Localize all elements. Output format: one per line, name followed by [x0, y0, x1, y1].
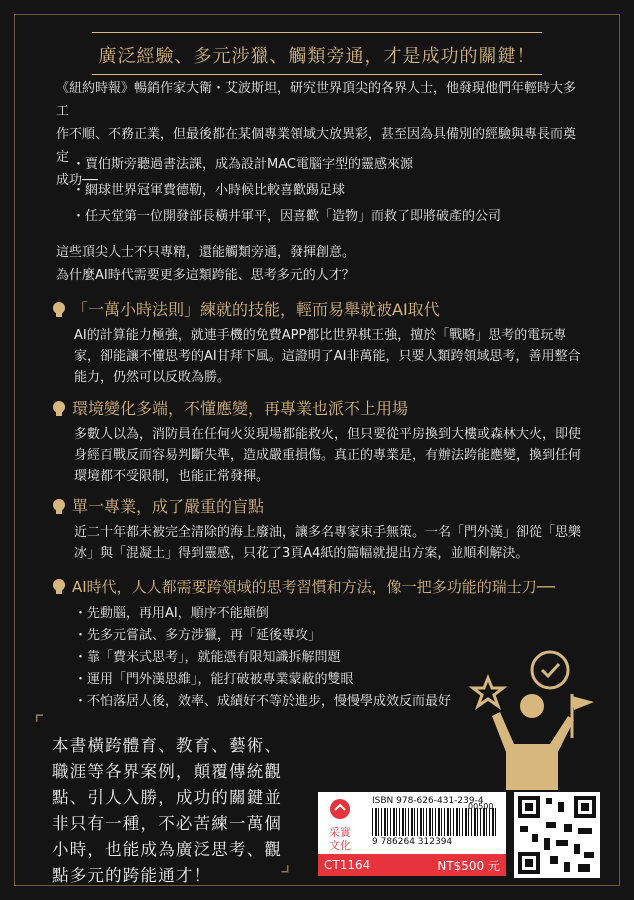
section-3 [52, 494, 598, 564]
headline-bottom-rule [92, 74, 542, 75]
section-body-line: 冰」與「混凝土」得到靈感，只花了3頁A4紙的篇幅就提出方案，並順利解決。 [74, 546, 529, 561]
section-title-text: 環境變化多端，不懂應變，再專業也派不上用場 [72, 399, 409, 418]
isbn-text: ISBN 978-626-431-239-4 [372, 796, 484, 806]
example-item: ・賈伯斯旁聽過書法課，成為設計MAC電腦字型的靈感來源 [72, 157, 413, 172]
promo-line: 小時，也能成為廣泛思考、觀 [52, 840, 283, 859]
promo-line: 非只有一種，不必苦練一萬個 [52, 814, 283, 833]
section-title [52, 297, 598, 323]
section-body [74, 424, 598, 487]
lightbulb-icon [52, 301, 66, 319]
section-title-text: 單一專業，成了嚴重的盲點 [72, 497, 265, 516]
price: NT$500 元 [437, 858, 500, 873]
question-line: 這些頂尖人士不只專精，還能觸類旁通，發揮創意。 [56, 245, 356, 260]
barcode-number: 9 786264 312394 [372, 837, 453, 847]
section-body-line: 能力，仍然可以反敗為勝。 [74, 370, 231, 385]
section-title [52, 396, 598, 422]
section-title [52, 574, 598, 600]
method-item: ・運用「門外漢思維」，能打破被專業蒙蔽的雙眼 [74, 672, 354, 687]
example-item: ・網球世界冠軍費德勒，小時候比較喜歡踢足球 [72, 183, 346, 198]
price-bar [318, 854, 506, 876]
section-body [74, 522, 598, 564]
publisher-name: 采實文化 [329, 826, 351, 852]
series-code: CT1164 [324, 858, 371, 872]
promo-line: 職涯等各界案例，顛覆傳統觀 [52, 762, 283, 781]
examples-list [72, 152, 594, 230]
corner-ornament-bottom-right: ⌟ [280, 852, 291, 877]
intro-line: 作不順、不務正業，但最後都在某個專業領域大放異彩，甚至因為具備別的經驗與專長而奠定 [56, 127, 577, 165]
lightbulb-icon [52, 498, 66, 516]
promo-text [52, 733, 304, 889]
section-body-line: 家，卻能讓不懂思考的AI甘拜下風。這證明了AI非萬能，只要人類跨領域思考，善用整合 [74, 349, 581, 364]
headline-top-rule [92, 32, 542, 33]
section-2 [52, 396, 598, 487]
methods-list [74, 603, 451, 713]
section-4 [52, 574, 598, 600]
question-paragraph [56, 241, 582, 287]
qr-code-icon [514, 792, 600, 878]
corner-ornament-top-left: ⌜ [34, 712, 45, 737]
section-body-line: AI的計算能力極強，就連手機的免費APP都比世界棋王強，擅於「戰略」思考的電玩專 [74, 328, 567, 343]
method-item: ・先動腦，再用AI，順序不能顛倒 [74, 606, 269, 621]
section-1 [52, 297, 598, 388]
example-item: ・任天堂第一位開發部長橫井軍平，因喜歡「造物」而救了即將破產的公司 [72, 209, 502, 224]
method-item: ・不怕落居人後，效率、成績好不等於進步，慢慢學成效反而最好 [74, 694, 452, 709]
lightbulb-icon [52, 578, 66, 596]
promo-line: 本書橫跨體育、教育、藝術、 [52, 736, 283, 755]
section-body-line: 身經百戰反而容易判斷失準，造成嚴重損傷。真正的專業是，有辦法跨能應變，換到任何 [74, 448, 582, 463]
question-line: 為什麼AI時代需要更多這類跨能、思考多元的人才？ [56, 268, 355, 283]
section-body [74, 325, 598, 388]
method-item: ・靠「費米式思考」，就能憑有限知識拆解問題 [74, 650, 341, 665]
intro-line: 《紐約時報》暢銷作家大衛・艾波斯坦，研究世界頂尖的各界人士，他發現他們年輕時大多工 [56, 81, 577, 119]
section-title-text: AI時代，人人都需要跨領域的思考習慣和方法，像一把多功能的瑞士刀── [72, 578, 555, 596]
section-body-line: 環境都不受限制，也能正常發揮。 [74, 469, 270, 484]
qr-code [514, 792, 600, 878]
publisher-logo-icon [329, 798, 351, 820]
intro-line: 成功── [56, 173, 98, 188]
lightbulb-icon [52, 400, 66, 418]
publisher-logo [322, 798, 358, 852]
section-body-line: 多數人以為，消防員在任何火災現場都能救火，但只要從平房換到大樓或森林大火，即使 [74, 427, 582, 442]
method-item: ・先多元嘗試、多方涉獵，再「延後專攻」 [74, 628, 322, 643]
success-person-icon [462, 640, 612, 790]
section-title-text: 「一萬小時法則」練就的技能，輕而易舉就被AI取代 [72, 300, 440, 319]
section-title [52, 494, 598, 520]
headline: 廣泛經驗、多元涉獵、觸類旁通，才是成功的關鍵！ [98, 46, 536, 67]
barcode [372, 808, 498, 836]
promo-line: 點多元的跨能通才！ [52, 866, 212, 885]
section-body-line: 近二十年都未被完全清除的海上廢油，讓多名專家束手無策。一名「門外漢」卻從「思樂 [74, 525, 582, 540]
promo-line: 點、引人入勝，成功的關鍵並 [52, 788, 283, 807]
price-code: 00500 [468, 802, 494, 811]
